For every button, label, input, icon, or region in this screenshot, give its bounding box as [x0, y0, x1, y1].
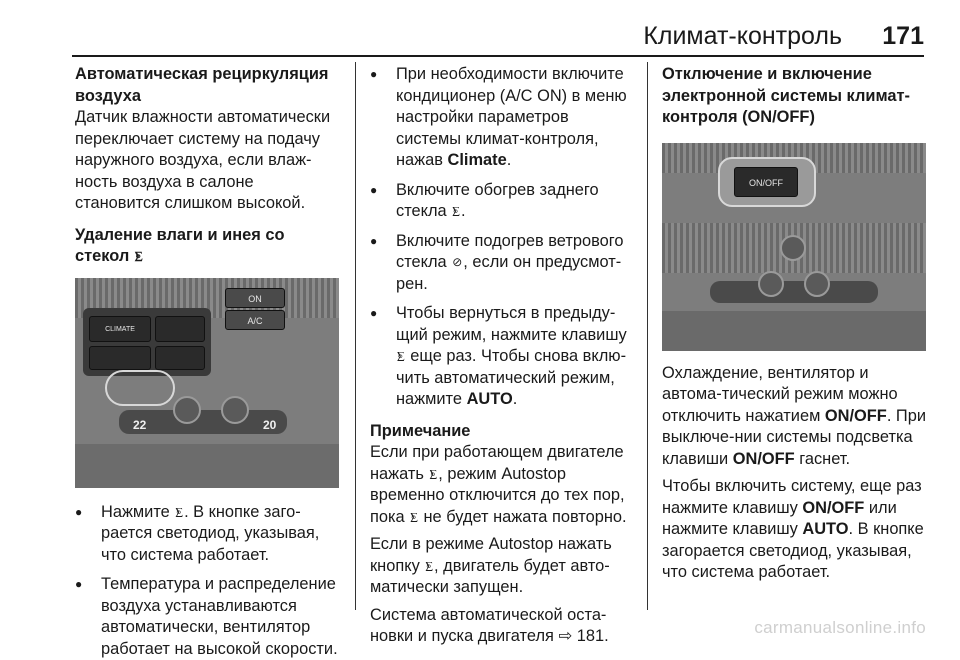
column-divider-1 — [355, 62, 356, 610]
note-autostop-2 — [370, 534, 635, 599]
bullet-ac-on — [370, 64, 635, 172]
page-header — [0, 0, 960, 58]
climate-button: CLIMATE — [89, 316, 151, 342]
para-start-stop-pre: Система автоматической оста-новки и пуска двигателя — [370, 605, 607, 645]
center-control — [780, 235, 806, 261]
heading-on-off: Отключение и включение электронной системы климат-контроля (ON/OFF) — [662, 65, 910, 126]
bullet-return-mode-post: . — [512, 390, 518, 408]
windshield-heater-icon: ⊘ — [452, 255, 463, 269]
on-off-label-2: ON/OFF — [732, 449, 795, 468]
bullet-windshield-pre: Включите подогрев ветрового стекла — [396, 231, 624, 271]
column-divider-2 — [647, 62, 648, 610]
para-switch-off-pre: Охлаждение, вентилятор и автома-тический режим можно отключить нажатием — [662, 363, 898, 425]
bullet-windshield — [370, 231, 635, 296]
para-humidity-sensor: Датчик влажности автоматически переключает систему на подачу наружного воздуха, если влаж-ность воздуха в салоне становится слишком высокой. — [75, 108, 331, 212]
defrost-icon: ⨊ — [134, 249, 143, 263]
para-switch-off-mid: . При выключе-нии системы подсветка клавиши — [662, 406, 926, 468]
left-knob — [173, 396, 201, 424]
bullet-press-defrost — [75, 502, 343, 567]
watermark: carmanualsonline.info — [754, 618, 926, 637]
auto-label: AUTO — [466, 390, 513, 408]
column-2 — [370, 64, 635, 648]
note-autostop-1-mid: , режим Autostop временно отключится до тех пор, пока — [370, 464, 625, 526]
console-lower-3 — [662, 311, 926, 351]
para-switch-on — [662, 476, 930, 584]
bullet-ac-on-post: . — [506, 151, 512, 169]
bullet-press-defrost-post: . В кнопке заго-рается светодиод, указывая, что система работает. — [101, 502, 320, 564]
right-knob-3 — [804, 271, 830, 297]
para-start-stop — [370, 605, 635, 648]
bullet-windshield-post: , если он предусмот-рен. — [396, 253, 622, 293]
para-switch-on-mid: или нажмите клавишу — [662, 498, 897, 538]
bullet-press-defrost-pre: Нажмите — [101, 502, 170, 521]
on-off-label-3: ON/OFF — [802, 498, 865, 517]
temp-left: 22 — [133, 417, 147, 432]
defrost-icon-return: ⨊ — [397, 349, 405, 363]
page-ref-link[interactable]: 181. — [576, 627, 609, 645]
bullet-rear-window-post: . — [460, 202, 466, 220]
right-knob — [221, 396, 249, 424]
on-off-button: ON/OFF — [734, 167, 798, 197]
bullet-return-mode — [370, 303, 635, 411]
console-lower — [75, 444, 339, 488]
control-strip-3 — [710, 281, 878, 303]
para-switch-on-post: . В кнопке загорается светодиод, указывая, что система работает. — [662, 520, 924, 581]
defrost-icon-note1b: ⨊ — [410, 509, 418, 524]
section-title: Климат-контроль — [643, 22, 842, 50]
bullet-return-mode-mid: еще раз. Чтобы снова вклю-чить автоматический режим, нажмите — [396, 347, 627, 408]
heading-auto-recirculation: Автоматическая рециркуляция воздуха — [75, 65, 329, 105]
climate-menu-label: Climate — [447, 151, 507, 169]
bullet-return-mode-pre: Чтобы вернуться в предыду-щий режим, нажмите клавишу — [396, 304, 627, 344]
temp-right: 20 — [263, 417, 277, 432]
bullet-ac-on-pre: При необходимости включите кондиционер (A/C ON) в меню настройки параметров системы климат-контроля, нажав — [396, 65, 627, 169]
defrost-max-button — [155, 316, 205, 342]
bullet-rear-window-pre: Включите обогрев заднего стекла — [396, 180, 599, 220]
bullet-rear-window — [370, 180, 635, 223]
auto-label-2: AUTO — [802, 520, 849, 538]
on-off-label-1: ON/OFF — [824, 406, 887, 425]
on-off-photo — [662, 143, 926, 351]
page-number: 171 — [882, 22, 924, 50]
para-switch-on-pre: Чтобы включить систему, еще раз нажмите клавишу — [662, 477, 922, 517]
column-3 — [662, 64, 930, 584]
note-title: Примечание — [370, 421, 471, 440]
defrost-icon-note1: ⨊ — [429, 466, 438, 481]
note-autostop-2-pre: Если в режиме Autostop нажать кнопку — [370, 535, 612, 575]
on-button: ON — [225, 288, 285, 308]
ref-arrow-icon: ⇨ — [558, 627, 573, 645]
header-rule — [72, 55, 924, 57]
note-autostop-2-post: , двигатель будет авто-матически запущен. — [370, 556, 610, 596]
note-autostop-1 — [370, 442, 635, 528]
para-switch-off — [662, 363, 930, 471]
note-autostop-1-post: не будет нажата повторно. — [423, 507, 627, 526]
heading-defrost-text: Удаление влаги и инея со стекол — [75, 225, 285, 265]
callout-bubble — [105, 370, 175, 406]
unlabeled-button — [89, 346, 151, 370]
rear-window-heater-icon: ⨊ — [452, 204, 460, 218]
defrost-icon-note2: ⨊ — [425, 558, 434, 573]
climate-panel-photo — [75, 278, 339, 488]
left-knob-3 — [758, 271, 784, 297]
ac-button: A/C — [225, 310, 285, 330]
bullet-auto-temp: ● Температура и распределение воздуха устанавливаются автоматически, вентилятор работает на высокой скорости. — [75, 574, 343, 660]
heading-defrost — [75, 225, 343, 268]
defrost-icon-inline: ⨊ — [175, 504, 184, 519]
rear-defrost-button — [155, 346, 205, 370]
column-1 — [75, 64, 343, 660]
para-switch-off-post: гаснет. — [799, 449, 851, 468]
note-autostop-1-pre: Если при работающем двигателе нажать — [370, 443, 624, 483]
